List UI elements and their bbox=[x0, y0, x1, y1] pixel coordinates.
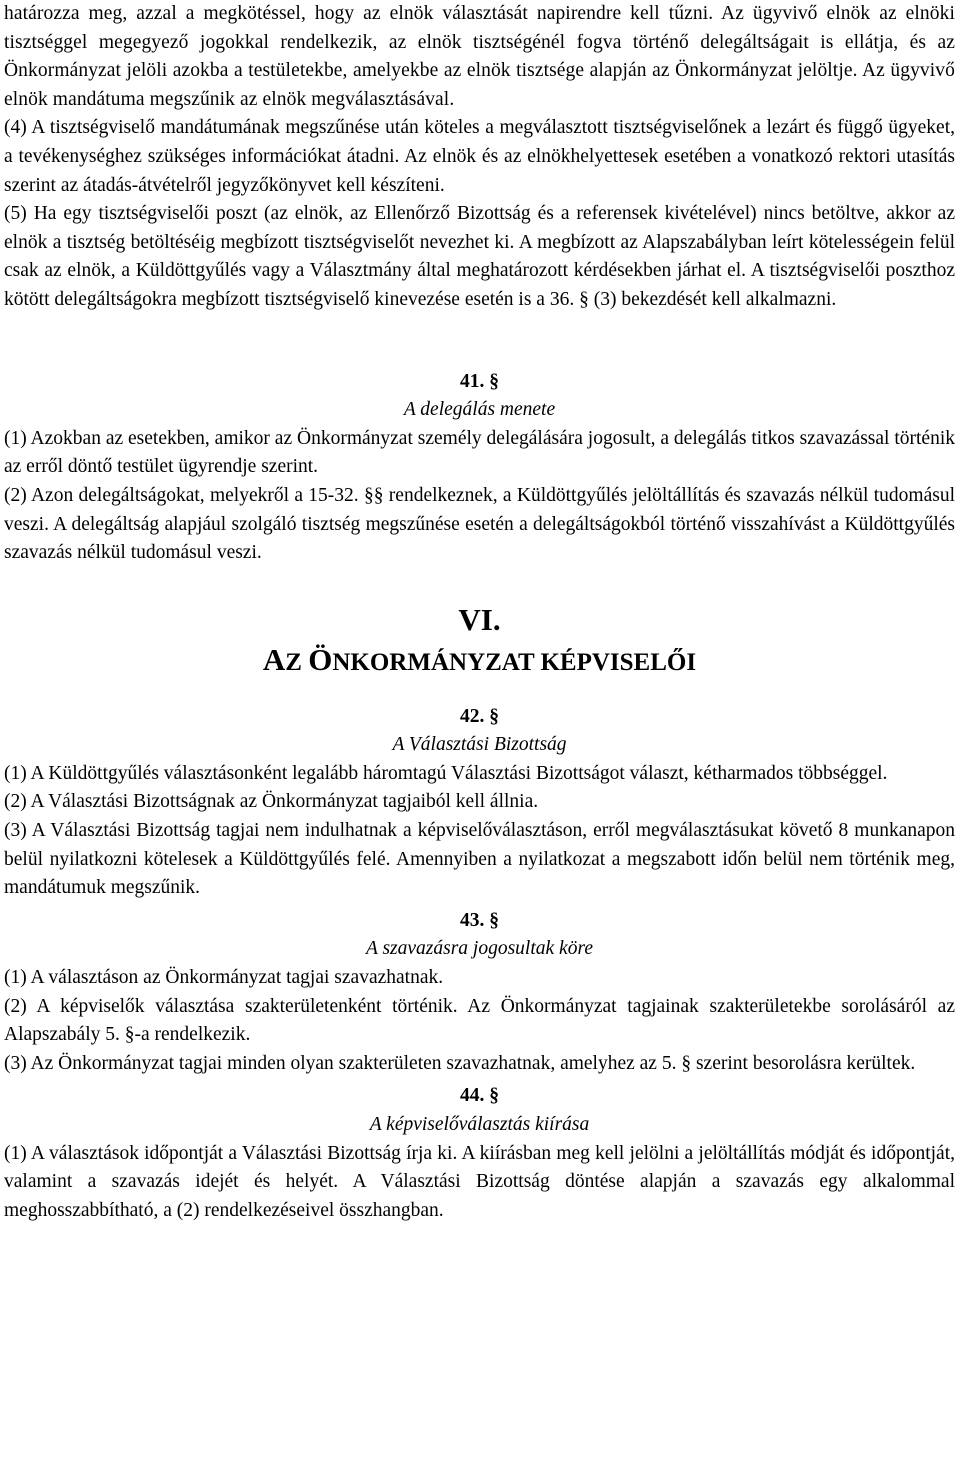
section-paragraph: (2) A képviselők választása szakterületenként történik. Az Önkormányzat tagjainak szakterületekbe sorolásáról az Alapszabály 5. §-a rendelkezik. bbox=[4, 995, 955, 1046]
section-number: 44. § bbox=[460, 1085, 499, 1107]
section-41 bbox=[4, 368, 955, 568]
section-title: A képviselőválasztás kiírása bbox=[369, 1114, 590, 1135]
section-42 bbox=[4, 703, 955, 903]
section-title: A delegálás menete bbox=[403, 399, 556, 421]
paragraph-36-4: (4) A tisztségviselő mandátumának megszűnése után köteles a megválasztott tisztségviselőnek a lezárt és függő ügyeket, a tevékenységhez szükséges információkat átadni. Az elnök és az elnökhelyettesek esetében a vonatkozó rektori utasítás szerint az átadás-átvételről jegyzőkönyvet kell készíteni. bbox=[4, 117, 955, 196]
section-number: 41. § bbox=[460, 370, 499, 392]
document-page bbox=[4, 0, 955, 1225]
chapter-title: AZ ÖNKORMÁNYZAT KÉPVISELŐI bbox=[262, 641, 697, 677]
spacer bbox=[4, 315, 955, 368]
section-43 bbox=[4, 907, 955, 1079]
section-paragraph: (2) Azon delegáltságokat, melyekről a 15-32. §§ rendelkeznek, a Küldöttgyűlés jelöltállítás és szavazás nélkül tudomásul veszi. A delegáltság alapjául szolgáló tisztség megszűnése esetén a delegáltságokból történő visszahívást a Küldöttgyűlés szavazás nélkül tudomásul veszi. bbox=[4, 484, 955, 564]
paragraph-36-5: (5) Ha egy tisztségviselői poszt (az elnök, az Ellenőrző Bizottság és a referensek kivételével) nincs betöltve, akkor az elnök a tisztség betöltéséig megbízott tisztségviselőt nevezhet ki. A megbízott az Alapszabályban leírt kötelességein felül csak az elnök, a Küldöttgyűlés vagy a Választmány által meghatározott kérdésekben járhat el. A tisztségviselői poszthoz kötött delegáltságokra megbízott tisztségviselő kinevezése esetén is a 36. § (3) bekezdését kell alkalmazni. bbox=[4, 203, 955, 310]
chapter-number: VI. bbox=[458, 601, 501, 637]
section-paragraph: (1) A választáson az Önkormányzat tagjai szavazhatnak. bbox=[4, 967, 444, 989]
section-title: A Választási Bizottság bbox=[392, 734, 567, 756]
paragraph-continuation: határozza meg, azzal a megkötéssel, hogy az elnök választását napirendre kell tűzni. Az ügyvivő elnök az elnöki tisztséggel megegyező jogokkal rendelkezik, az elnök tisztségénél fogva történő delegáltságait is ellátja, és az Önkormányzat jelöli azokba a testületekbe, amelyekbe az elnök tisztsége alapján az Önkormányzat jelöltje. Az ügyvivő elnök mandátuma megszűnik az elnök megválasztásával. bbox=[4, 3, 955, 110]
section-paragraph: (2) A Választási Bizottságnak az Önkormányzat tagjaiból kell állnia. bbox=[4, 791, 539, 813]
section-number: 42. § bbox=[460, 705, 499, 727]
chapter-heading bbox=[4, 598, 955, 681]
section-paragraph: (1) A Küldöttgyűlés választásonként legalább háromtagú Választási Bizottságot választ, kétharmados többséggel. bbox=[4, 762, 888, 784]
section-title: A szavazásra jogosultak köre bbox=[366, 938, 593, 960]
section-paragraph: (3) A Választási Bizottság tagjai nem indulhatnak a képviselőválasztáson, erről megválasztásukat követő 8 munkanapon belül nyilatkozni kötelesek a Küldöttgyűlés felé. Amennyiben a nyilatkozat a megszabott időn belül nem történik meg, mandátumuk megszűnik. bbox=[4, 820, 955, 899]
section-44 bbox=[4, 1082, 955, 1225]
section-number: 43. § bbox=[460, 909, 499, 931]
section-paragraph: (1) Azokban az esetekben, amikor az Önkormányzat személy delegálására jogosult, a delegálás titkos szavazással történik az erről döntő testület ügyrendje szerint. bbox=[4, 427, 955, 478]
section-paragraph: (1) A választások időpontját a Választási Bizottság írja ki. A kiírásban meg kell jelölni a jelöltállítás módját és időpontját, valamint a szavazás idejét és helyét. A Választási Bizottság döntése alapján a szavazás egy alkalommal meghosszabbítható, a (2) rendelkezéseivel összhangban. bbox=[4, 1142, 955, 1221]
section-paragraph: (3) Az Önkormányzat tagjai minden olyan szakterületen szavazhatnak, amelyhez az 5. § szerint besorolásra kerültek. bbox=[4, 1052, 916, 1074]
